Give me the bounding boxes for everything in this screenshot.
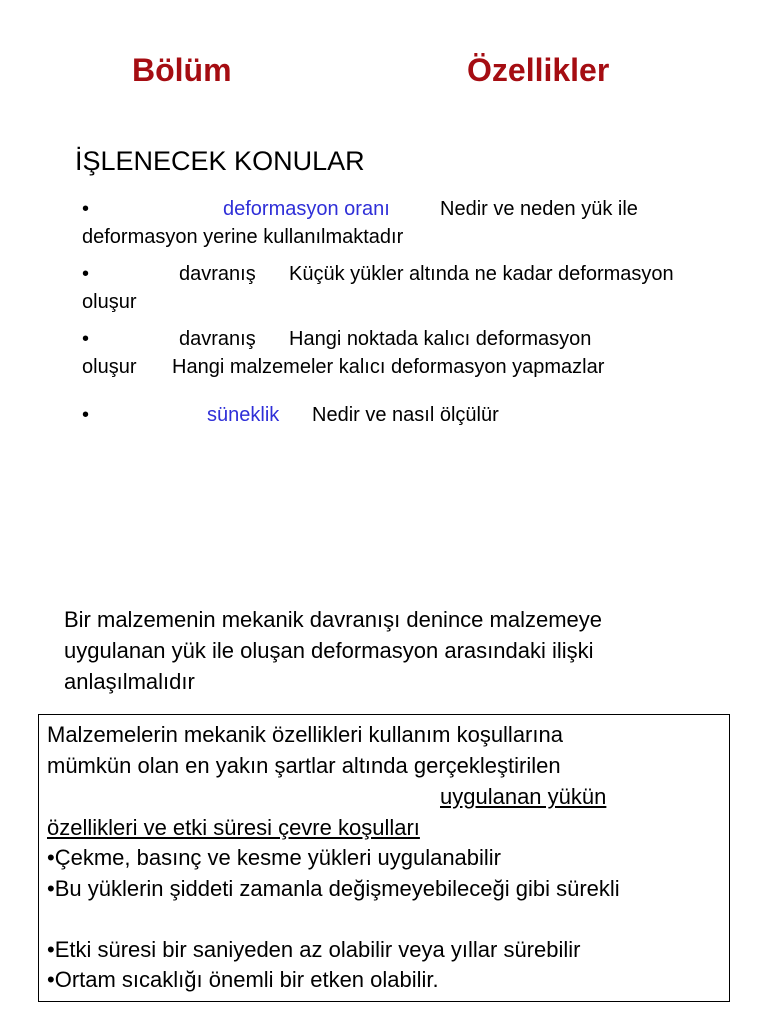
topic-text-continued: oluşur <box>82 356 137 378</box>
box-bullet-4: •Ortam sıcaklığı önemli bir etken olabilir. <box>47 967 439 992</box>
topic-text: Hangi noktada kalıcı deformasyon <box>289 328 592 350</box>
topics-heading: İŞLENECEK KONULAR <box>75 146 365 176</box>
topic-text-continued: oluşur <box>82 291 137 313</box>
box-line-2: mümkün olan en yakın şartlar altında gerçekleştirilen <box>47 753 561 778</box>
box-line-4: özellikleri ve etki süresi çevre koşulları <box>47 815 420 840</box>
bullet: • <box>82 263 90 285</box>
intro-line-3: anlaşılmalıdır <box>64 669 195 694</box>
topic-term: deformasyon oranı <box>223 198 390 220</box>
topic-term: süneklik <box>207 404 280 426</box>
intro-line-1: Bir malzemenin mekanik davranışı denince malzemeye <box>64 607 603 632</box>
box-line-3: uygulanan yükün <box>440 784 607 809</box>
box-line-1: Malzemelerin mekanik özellikleri kullanım koşullarına <box>47 722 563 747</box>
topic-text-continued: deformasyon yerine kullanılmaktadır <box>82 226 404 248</box>
topic-text: Küçük yükler altında ne kadar deformasyon <box>289 263 674 285</box>
topic-text: Nedir ve neden yük ile <box>440 198 638 220</box>
box-bullet-2: •Bu yüklerin şiddeti zamanla değişmeyebileceği gibi sürekli <box>47 876 620 901</box>
intro-line-2: uygulanan yük ile oluşan deformasyon arasındaki ilişki <box>64 638 594 663</box>
topic-text: Nedir ve nasıl ölçülür <box>312 404 499 426</box>
bullet: • <box>82 198 90 220</box>
bullet: • <box>82 404 90 426</box>
bullet: • <box>82 328 90 350</box>
topic-text-continued: Hangi malzemeler kalıcı deformasyon yapmazlar <box>172 356 605 378</box>
topic-term: davranış <box>179 328 256 350</box>
box-bullet-1: •Çekme, basınç ve kesme yükleri uygulanabilir <box>47 845 502 870</box>
title-ozellikler: Özellikler <box>467 52 610 88</box>
topic-term: davranış <box>179 263 256 285</box>
title-bolum: Bölüm <box>132 52 232 88</box>
box-bullet-3: •Etki süresi bir saniyeden az olabilir veya yıllar sürebilir <box>47 937 581 962</box>
